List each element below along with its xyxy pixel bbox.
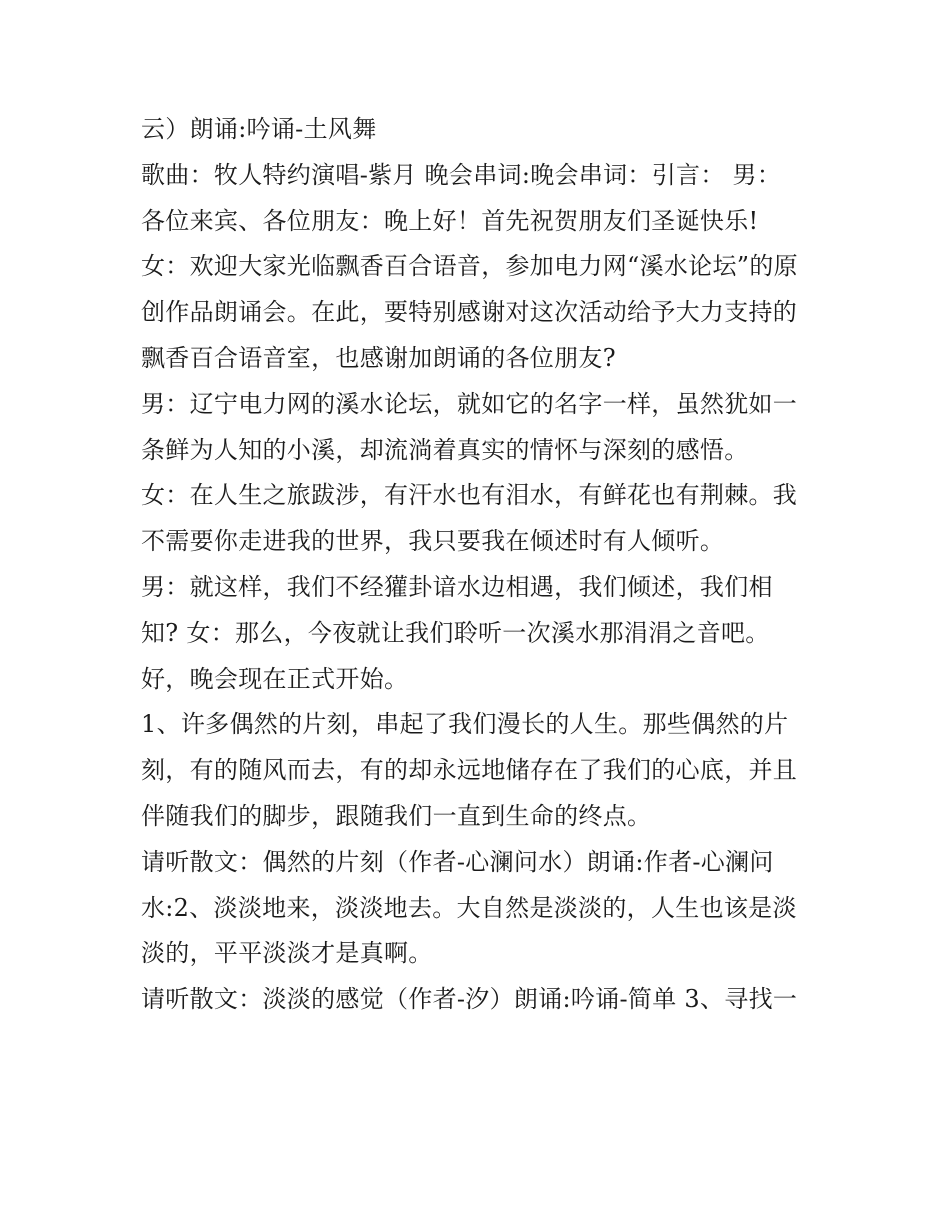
- text-line: 女：在人生之旅跋涉，有汗水也有泪水，有鲜花也有荆棘。我: [141, 481, 798, 510]
- text-line: 知? 女：那么，今夜就让我们聆听一次溪水那涓涓之音吧。: [141, 618, 770, 647]
- text-line: 请听散文：淡淡的感觉（作者-汐）朗诵:吟诵-简单 3、寻找一: [141, 985, 798, 1014]
- document-body: [141, 107, 821, 1023]
- text-line: 1、许多偶然的片刻，串起了我们漫长的人生。那些偶然的片: [141, 710, 789, 739]
- text-line: 女：欢迎大家光临飘香百合语音，参加电力网“溪水论坛”的原: [141, 252, 798, 281]
- text-line: 水:2、淡淡地来，淡淡地去。大自然是淡淡的，人生也该是淡: [141, 893, 797, 922]
- text-line: 好，晚会现在正式开始。: [141, 664, 409, 693]
- text-line: 创作品朗诵会。在此，要特别感谢对这次活动给予大力支持的: [141, 298, 798, 327]
- text-line: 伴随我们的脚步，跟随我们一直到生命的终点。: [141, 801, 652, 830]
- text-line: 男：就这样，我们不经獾卦谙水边相遇，我们倾述，我们相: [141, 572, 773, 601]
- text-line: 歌曲：牧人特约演唱-紫月 晚会串词:晚会串词：引言： 男：: [141, 160, 782, 189]
- text-line: 各位来宾、各位朋友：晚上好！首先祝贺朋友们圣诞快乐!: [141, 206, 759, 235]
- text-line: 淡的，平平淡淡才是真啊。: [141, 939, 433, 968]
- text-line: 不需要你走进我的世界，我只要我在倾述时有人倾听。: [141, 527, 725, 556]
- text-line: 条鲜为人知的小溪，却流淌着真实的情怀与深刻的感悟。: [141, 435, 749, 464]
- text-line: 请听散文：偶然的片刻（作者-心澜问水）朗诵:作者-心澜问: [141, 847, 774, 876]
- text-line: 男：辽宁电力网的溪水论坛，就如它的名字一样，虽然犹如一: [141, 389, 798, 418]
- text-line: 刻，有的随风而去，有的却永远地储存在了我们的心底，并且: [141, 756, 798, 785]
- text-line: 云）朗诵:吟诵-土风舞: [141, 115, 377, 143]
- text-line: 飘香百合语音室，也感谢加朗诵的各位朋友?: [141, 343, 616, 372]
